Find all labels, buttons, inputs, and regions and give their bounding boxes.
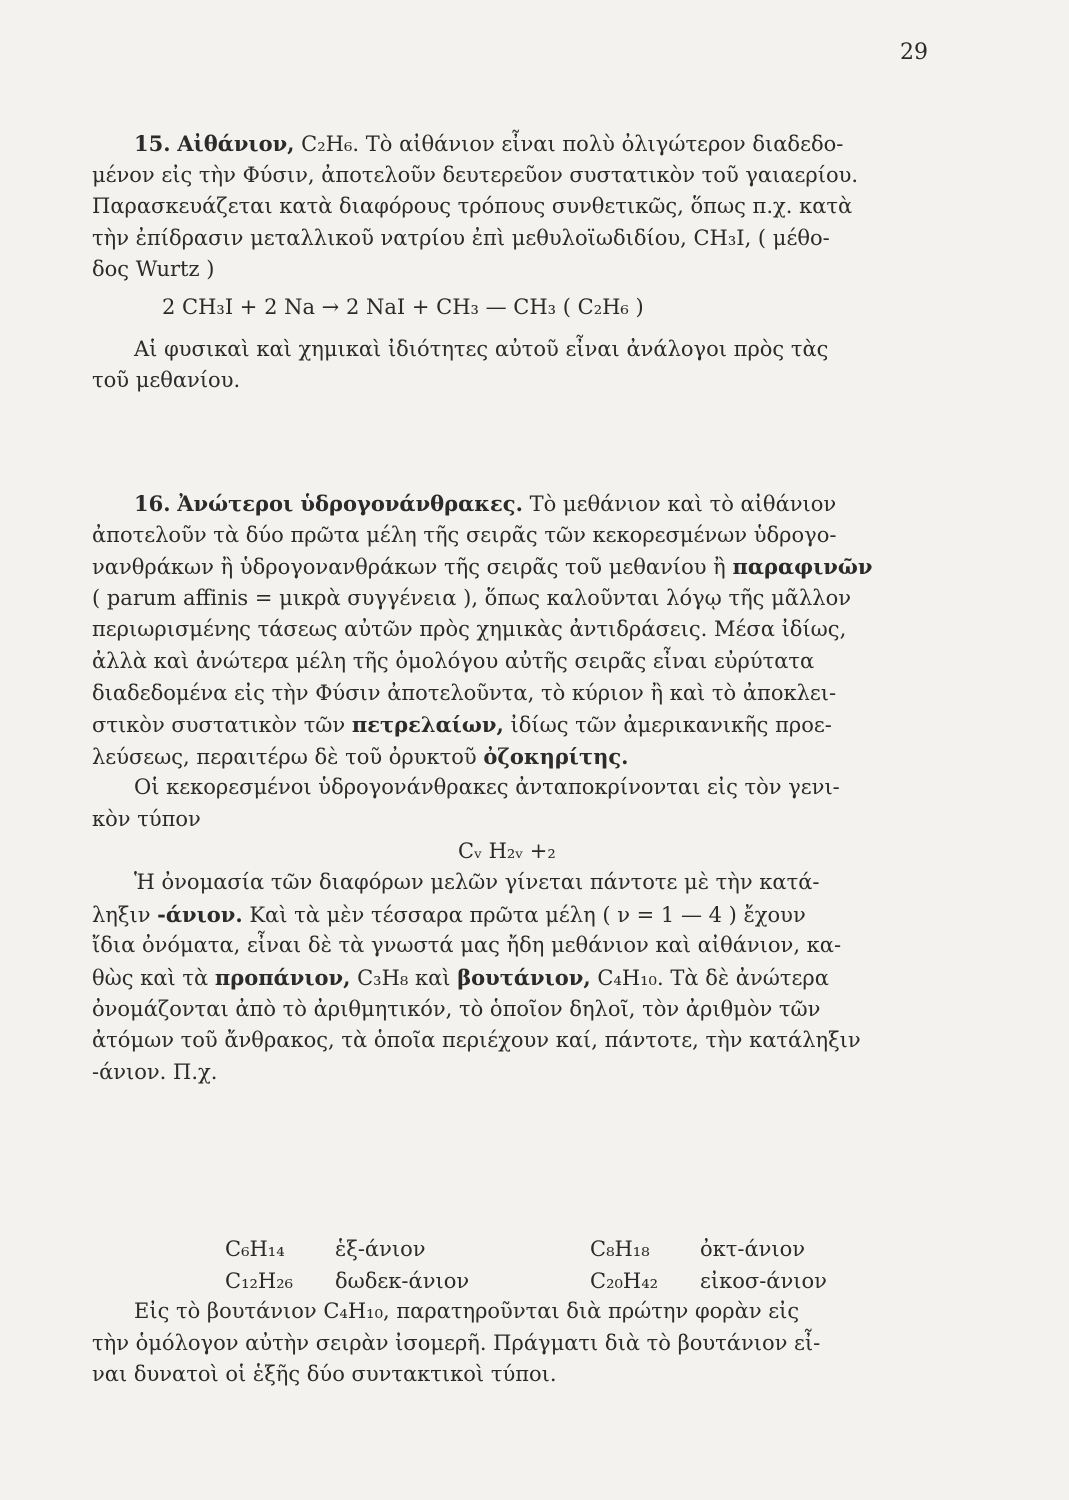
term-petroleum: πετρελαίων, — [351, 712, 504, 738]
s16-line: διαδεδομένα εἰς τὴν Φύσιν ἀποτελοῦντα, τὸ κύριον ἢ καὶ τὸ ἀποκλει- — [92, 680, 837, 705]
s15-line: τοῦ μεθανίου. — [92, 368, 241, 393]
formula-cell: C₆H₁₄ — [225, 1237, 285, 1261]
s16-text: ἰδίως τῶν ἀμερικανικῆς προε- — [510, 713, 832, 738]
s15-line: Παρασκευάζεται κατὰ διαφόρους τρόπους συνθετικῶς, ὅπως π.χ. κατὰ — [92, 194, 853, 219]
s15-line: τὴν ἐπίδρασιν μεταλλικοῦ νατρίου ἐπὶ μεθυλοϊωδιδίου, CH₃I, ( μέθο- — [92, 225, 830, 250]
s15-line: Αἱ φυσικαὶ καὶ χημικαὶ ἰδιότητες αὐτοῦ εἶναι ἀνάλογοι πρὸς τὰς — [134, 336, 829, 361]
s16-text: στικὸν συστατικὸν τῶν — [92, 713, 346, 738]
section-16 — [92, 488, 952, 1088]
term-propane: προπάνιον, — [214, 964, 351, 990]
term-suffix: -άνιον. — [157, 901, 243, 927]
s16-line: περιωρισμένης τάσεως αὐτῶν πρὸς χημικὰς ἀντιδράσεις. Μέσα ἰδίως, — [92, 617, 847, 642]
s16-text: ληξιν — [92, 902, 151, 927]
s16-line: -άνιον. Π.χ. — [92, 1059, 218, 1084]
table-row — [225, 1233, 865, 1265]
formula-cell: C₈H₁₈ — [590, 1237, 650, 1261]
term-paraffins: παραφινῶν — [732, 554, 873, 580]
s16-text: νανθράκων ἢ ὑδρογονανθράκων τῆς σειρᾶς τοῦ μεθανίου ἢ — [92, 555, 726, 580]
s15-heading: Αἰθάνιον, — [177, 131, 295, 156]
s16-text: Καὶ τὰ μὲν τέσσαρα πρῶτα μέλη ( ν = 1 — 4 ) ἔχουν — [249, 902, 806, 927]
formula-cell: C₂₀H₄₂ — [590, 1269, 659, 1293]
s16-line — [92, 551, 952, 583]
name-cell: ἑξ-άνιον — [335, 1237, 426, 1261]
s15-heading-number: 15. — [134, 131, 171, 156]
name-cell: δωδεκ-άνιον — [335, 1269, 470, 1293]
page-number: 29 — [900, 40, 928, 65]
s15-line-1 — [92, 128, 952, 160]
formula-cell: C₁₂H₂₆ — [225, 1269, 294, 1293]
section-15 — [92, 128, 952, 397]
s16-heading-number: 16. — [134, 491, 171, 516]
s16-text: C₃H₈ καὶ — [357, 965, 451, 990]
wurtz-equation: 2 CH₃I + 2 Na → 2 NaI + CH₃ — CH₃ ( C₂H₆ ) — [162, 294, 644, 319]
s16-text: θὼς καὶ τὰ — [92, 965, 209, 990]
closing-paragraph — [92, 1296, 952, 1391]
s15-line: μένον εἰς τὴν Φύσιν, ἀποτελοῦν δευτερεῦον συστατικὸν τοῦ γαιαερίου. — [92, 162, 859, 187]
s16-line: Ἡ ὀνομασία τῶν διαφόρων μελῶν γίνεται πάντοτε μὲ τὴν κατά- — [134, 870, 820, 895]
s16-line: Οἱ κεκορεσμένοι ὑδρογονάνθρακες ἀνταποκρίνονται εἰς τὸν γενι- — [134, 775, 840, 800]
table-row — [225, 1265, 865, 1297]
s16-line: ( parum affinis = μικρὰ συγγένεια ), ὅπως καλοῦνται λόγῳ τῆς μᾶλλον — [92, 585, 851, 610]
s16-line: κὸν τύπον — [92, 806, 201, 831]
s16-line: Εἰς τὸ βουτάνιον C₄H₁₀, παρατηροῦνται διὰ πρώτην φορὰν εἰς — [134, 1299, 800, 1323]
s16-line: τὴν ὁμόλογον αὐτὴν σειρὰν ἰσομερῆ. Πράγματι διὰ τὸ βουτάνιον εἶ- — [92, 1330, 821, 1355]
s16-line: ἀλλὰ καὶ ἀνώτερα μέλη τῆς ὁμολόγου αὐτῆς σειρᾶς εἶναι εὐρύτατα — [92, 648, 815, 673]
term-butane: βουτάνιον, — [457, 964, 591, 990]
s15-formula: C₂H₆. — [301, 132, 360, 156]
s16-line: ὀνομάζονται ἀπὸ τὸ ἀριθμητικόν, τὸ ὁποῖον δηλοῖ, τὸν ἀριθμὸν τῶν — [92, 996, 821, 1021]
s16-text: Τὸ μεθάνιον καὶ τὸ αἰθάνιον — [529, 492, 837, 516]
term-ozokerite: ὀζοκηρίτης. — [483, 743, 629, 769]
s16-heading: Ἀνώτεροι ὑδρογονάνθρακες. — [177, 491, 523, 516]
s16-line — [92, 962, 952, 994]
s16-line: ἀποτελοῦν τὰ δύο πρῶτα μέλη τῆς σειρᾶς τῶν κεκορεσμένων ὑδρογο- — [92, 522, 837, 547]
name-cell: εἰκοσ-άνιον — [700, 1269, 827, 1293]
general-formula: Cᵥ H₂ᵥ +₂ — [458, 838, 556, 863]
s16-text: λεύσεως, περαιτέρω δὲ τοῦ ὀρυκτοῦ — [92, 744, 477, 769]
name-cell: ὀκτ-άνιον — [700, 1237, 806, 1261]
s16-line: ναι δυνατοὶ οἱ ἑξῆς δύο συντακτικοὶ τύποι. — [92, 1362, 557, 1387]
s15-line: δος Wurtz ) — [92, 257, 215, 282]
s16-line: ἀτόμων τοῦ ἄνθρακος, τὰ ὁποῖα περιέχουν καί, πάντοτε, τὴν κατάληξιν — [92, 1028, 861, 1053]
s16-line — [92, 741, 952, 773]
s16-line — [92, 899, 952, 931]
s16-line — [92, 709, 952, 741]
s16-line-1 — [92, 488, 952, 520]
s16-line: ἴδια ὀνόματα, εἶναι δὲ τὰ γνωστά μας ἤδη μεθάνιον καὶ αἰθάνιον, κα- — [92, 933, 842, 958]
s16-text: C₄H₁₀. Τὰ δὲ ἀνώτερα — [597, 965, 829, 990]
alkane-table — [225, 1233, 865, 1297]
s15-text: Τὸ αἰθάνιον εἶναι πολὺ ὀλιγώτερον διαδεδο- — [365, 132, 844, 156]
